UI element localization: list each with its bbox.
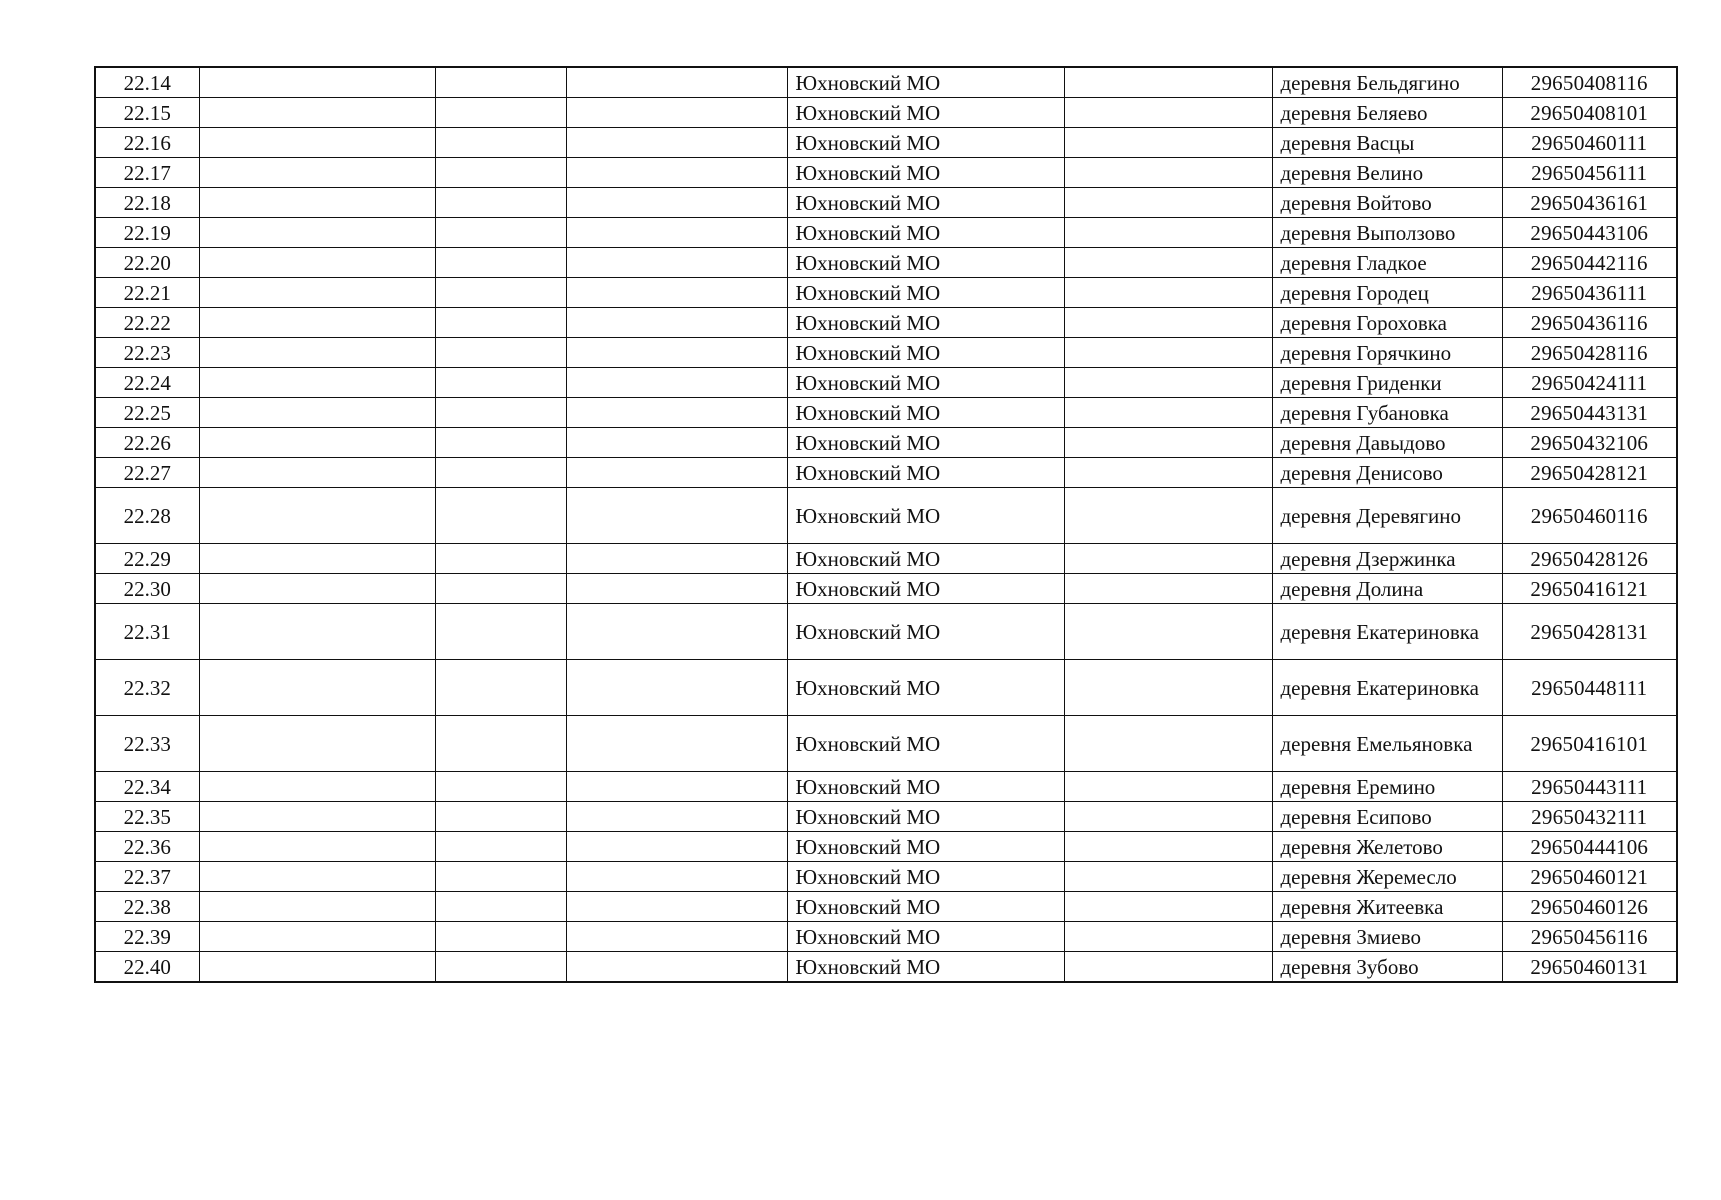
empty-cell bbox=[199, 772, 435, 802]
municipality-cell: Юхновский МО bbox=[787, 428, 1064, 458]
empty-cell bbox=[1064, 218, 1272, 248]
row-number: 22.17 bbox=[95, 158, 199, 188]
empty-cell bbox=[435, 488, 566, 544]
empty-cell bbox=[435, 716, 566, 772]
empty-cell bbox=[1064, 188, 1272, 218]
table-row bbox=[95, 604, 1677, 660]
empty-cell bbox=[566, 188, 787, 218]
row-number: 22.23 bbox=[95, 338, 199, 368]
table-row bbox=[95, 248, 1677, 278]
table-row bbox=[95, 218, 1677, 248]
empty-cell bbox=[199, 832, 435, 862]
empty-cell bbox=[1064, 604, 1272, 660]
locality-cell: деревня Велино bbox=[1272, 158, 1502, 188]
empty-cell bbox=[199, 278, 435, 308]
empty-cell bbox=[1064, 862, 1272, 892]
empty-cell bbox=[1064, 922, 1272, 952]
locality-cell: деревня Горячкино bbox=[1272, 338, 1502, 368]
oktmo-code-cell: 29650443106 bbox=[1502, 218, 1677, 248]
empty-cell bbox=[1064, 660, 1272, 716]
municipality-cell: Юхновский МО bbox=[787, 660, 1064, 716]
empty-cell bbox=[1064, 488, 1272, 544]
empty-cell bbox=[566, 218, 787, 248]
row-number: 22.21 bbox=[95, 278, 199, 308]
row-number: 22.22 bbox=[95, 308, 199, 338]
empty-cell bbox=[435, 248, 566, 278]
empty-cell bbox=[566, 544, 787, 574]
row-number: 22.19 bbox=[95, 218, 199, 248]
row-number: 22.33 bbox=[95, 716, 199, 772]
empty-cell bbox=[199, 128, 435, 158]
municipality-cell: Юхновский МО bbox=[787, 308, 1064, 338]
empty-cell bbox=[566, 862, 787, 892]
empty-cell bbox=[435, 952, 566, 983]
row-number: 22.39 bbox=[95, 922, 199, 952]
empty-cell bbox=[435, 158, 566, 188]
empty-cell bbox=[1064, 832, 1272, 862]
row-number: 22.37 bbox=[95, 862, 199, 892]
oktmo-code-cell: 29650442116 bbox=[1502, 248, 1677, 278]
empty-cell bbox=[435, 832, 566, 862]
row-number: 22.29 bbox=[95, 544, 199, 574]
municipality-cell: Юхновский МО bbox=[787, 188, 1064, 218]
table-row bbox=[95, 574, 1677, 604]
row-number: 22.28 bbox=[95, 488, 199, 544]
municipality-cell: Юхновский МО bbox=[787, 98, 1064, 128]
empty-cell bbox=[199, 98, 435, 128]
municipality-cell: Юхновский МО bbox=[787, 832, 1064, 862]
empty-cell bbox=[566, 98, 787, 128]
empty-cell bbox=[566, 248, 787, 278]
locality-cell: деревня Гороховка bbox=[1272, 308, 1502, 338]
row-number: 22.27 bbox=[95, 458, 199, 488]
row-number: 22.31 bbox=[95, 604, 199, 660]
empty-cell bbox=[199, 218, 435, 248]
table-row bbox=[95, 398, 1677, 428]
oktmo-code-cell: 29650428116 bbox=[1502, 338, 1677, 368]
empty-cell bbox=[435, 98, 566, 128]
empty-cell bbox=[199, 716, 435, 772]
oktmo-code-cell: 29650456116 bbox=[1502, 922, 1677, 952]
table-row bbox=[95, 458, 1677, 488]
empty-cell bbox=[199, 862, 435, 892]
table-row bbox=[95, 158, 1677, 188]
table-row bbox=[95, 67, 1677, 98]
empty-cell bbox=[566, 604, 787, 660]
municipality-cell: Юхновский МО bbox=[787, 716, 1064, 772]
table-row bbox=[95, 716, 1677, 772]
empty-cell bbox=[435, 604, 566, 660]
table-row bbox=[95, 278, 1677, 308]
empty-cell bbox=[1064, 128, 1272, 158]
empty-cell bbox=[1064, 278, 1272, 308]
oktmo-code-cell: 29650416121 bbox=[1502, 574, 1677, 604]
municipality-cell: Юхновский МО bbox=[787, 544, 1064, 574]
row-number: 22.14 bbox=[95, 67, 199, 98]
empty-cell bbox=[566, 802, 787, 832]
table-row bbox=[95, 544, 1677, 574]
municipality-cell: Юхновский МО bbox=[787, 248, 1064, 278]
oktmo-code-cell: 29650460116 bbox=[1502, 488, 1677, 544]
empty-cell bbox=[566, 488, 787, 544]
row-number: 22.24 bbox=[95, 368, 199, 398]
table-row bbox=[95, 892, 1677, 922]
municipality-cell: Юхновский МО bbox=[787, 278, 1064, 308]
municipality-cell: Юхновский МО bbox=[787, 892, 1064, 922]
empty-cell bbox=[199, 458, 435, 488]
table-row bbox=[95, 188, 1677, 218]
table-row bbox=[95, 832, 1677, 862]
empty-cell bbox=[435, 398, 566, 428]
locality-cell: деревня Городец bbox=[1272, 278, 1502, 308]
empty-cell bbox=[199, 428, 435, 458]
locality-cell: деревня Желетово bbox=[1272, 832, 1502, 862]
empty-cell bbox=[435, 67, 566, 98]
municipality-cell: Юхновский МО bbox=[787, 338, 1064, 368]
empty-cell bbox=[1064, 398, 1272, 428]
oktmo-code-cell: 29650436161 bbox=[1502, 188, 1677, 218]
oktmo-code-cell: 29650436116 bbox=[1502, 308, 1677, 338]
empty-cell bbox=[1064, 574, 1272, 604]
empty-cell bbox=[1064, 248, 1272, 278]
empty-cell bbox=[1064, 802, 1272, 832]
oktmo-code-cell: 29650460121 bbox=[1502, 862, 1677, 892]
empty-cell bbox=[435, 368, 566, 398]
empty-cell bbox=[435, 428, 566, 458]
municipality-cell: Юхновский МО bbox=[787, 458, 1064, 488]
empty-cell bbox=[566, 922, 787, 952]
row-number: 22.36 bbox=[95, 832, 199, 862]
oktmo-code-cell: 29650432111 bbox=[1502, 802, 1677, 832]
empty-cell bbox=[1064, 952, 1272, 983]
locality-cell: деревня Выползово bbox=[1272, 218, 1502, 248]
municipality-cell: Юхновский МО bbox=[787, 488, 1064, 544]
empty-cell bbox=[199, 188, 435, 218]
empty-cell bbox=[435, 218, 566, 248]
empty-cell bbox=[435, 802, 566, 832]
locality-cell: деревня Войтово bbox=[1272, 188, 1502, 218]
registry-table bbox=[94, 66, 1678, 983]
empty-cell bbox=[566, 458, 787, 488]
empty-cell bbox=[435, 544, 566, 574]
empty-cell bbox=[199, 488, 435, 544]
row-number: 22.32 bbox=[95, 660, 199, 716]
empty-cell bbox=[435, 574, 566, 604]
empty-cell bbox=[199, 67, 435, 98]
table-row bbox=[95, 308, 1677, 338]
oktmo-code-cell: 29650448111 bbox=[1502, 660, 1677, 716]
empty-cell bbox=[199, 338, 435, 368]
empty-cell bbox=[566, 398, 787, 428]
oktmo-code-cell: 29650443131 bbox=[1502, 398, 1677, 428]
empty-cell bbox=[199, 892, 435, 922]
table-row bbox=[95, 338, 1677, 368]
empty-cell bbox=[435, 772, 566, 802]
municipality-cell: Юхновский МО bbox=[787, 604, 1064, 660]
municipality-cell: Юхновский МО bbox=[787, 862, 1064, 892]
table-row bbox=[95, 772, 1677, 802]
empty-cell bbox=[435, 278, 566, 308]
locality-cell: деревня Дзержинка bbox=[1272, 544, 1502, 574]
empty-cell bbox=[199, 604, 435, 660]
empty-cell bbox=[435, 458, 566, 488]
empty-cell bbox=[1064, 338, 1272, 368]
oktmo-code-cell: 29650432106 bbox=[1502, 428, 1677, 458]
locality-cell: деревня Долина bbox=[1272, 574, 1502, 604]
table-row bbox=[95, 128, 1677, 158]
empty-cell bbox=[1064, 428, 1272, 458]
empty-cell bbox=[435, 922, 566, 952]
row-number: 22.40 bbox=[95, 952, 199, 983]
empty-cell bbox=[566, 952, 787, 983]
locality-cell: деревня Змиево bbox=[1272, 922, 1502, 952]
locality-cell: деревня Губановка bbox=[1272, 398, 1502, 428]
empty-cell bbox=[435, 338, 566, 368]
locality-cell: деревня Бельдягино bbox=[1272, 67, 1502, 98]
empty-cell bbox=[199, 660, 435, 716]
municipality-cell: Юхновский МО bbox=[787, 772, 1064, 802]
row-number: 22.18 bbox=[95, 188, 199, 218]
table-row bbox=[95, 862, 1677, 892]
empty-cell bbox=[435, 128, 566, 158]
empty-cell bbox=[1064, 158, 1272, 188]
row-number: 22.25 bbox=[95, 398, 199, 428]
municipality-cell: Юхновский МО bbox=[787, 368, 1064, 398]
empty-cell bbox=[566, 338, 787, 368]
locality-cell: деревня Гладкое bbox=[1272, 248, 1502, 278]
oktmo-code-cell: 29650428121 bbox=[1502, 458, 1677, 488]
table-row bbox=[95, 802, 1677, 832]
empty-cell bbox=[1064, 892, 1272, 922]
empty-cell bbox=[199, 952, 435, 983]
empty-cell bbox=[566, 278, 787, 308]
empty-cell bbox=[566, 128, 787, 158]
locality-cell: деревня Васцы bbox=[1272, 128, 1502, 158]
empty-cell bbox=[199, 368, 435, 398]
empty-cell bbox=[566, 67, 787, 98]
empty-cell bbox=[435, 308, 566, 338]
row-number: 22.35 bbox=[95, 802, 199, 832]
empty-cell bbox=[199, 158, 435, 188]
locality-cell: деревня Жеремесло bbox=[1272, 862, 1502, 892]
locality-cell: деревня Беляево bbox=[1272, 98, 1502, 128]
row-number: 22.16 bbox=[95, 128, 199, 158]
oktmo-code-cell: 29650460131 bbox=[1502, 952, 1677, 983]
empty-cell bbox=[566, 428, 787, 458]
municipality-cell: Юхновский МО bbox=[787, 802, 1064, 832]
empty-cell bbox=[199, 398, 435, 428]
municipality-cell: Юхновский МО bbox=[787, 574, 1064, 604]
oktmo-code-cell: 29650443111 bbox=[1502, 772, 1677, 802]
oktmo-code-cell: 29650416101 bbox=[1502, 716, 1677, 772]
empty-cell bbox=[199, 544, 435, 574]
municipality-cell: Юхновский МО bbox=[787, 398, 1064, 428]
empty-cell bbox=[199, 802, 435, 832]
row-number: 22.34 bbox=[95, 772, 199, 802]
empty-cell bbox=[435, 892, 566, 922]
empty-cell bbox=[435, 660, 566, 716]
locality-cell: деревня Житеевка bbox=[1272, 892, 1502, 922]
row-number: 22.38 bbox=[95, 892, 199, 922]
oktmo-code-cell: 29650444106 bbox=[1502, 832, 1677, 862]
empty-cell bbox=[566, 772, 787, 802]
empty-cell bbox=[566, 660, 787, 716]
municipality-cell: Юхновский МО bbox=[787, 67, 1064, 98]
empty-cell bbox=[199, 574, 435, 604]
locality-cell: деревня Зубово bbox=[1272, 952, 1502, 983]
table-row bbox=[95, 488, 1677, 544]
empty-cell bbox=[1064, 458, 1272, 488]
oktmo-code-cell: 29650460111 bbox=[1502, 128, 1677, 158]
empty-cell bbox=[566, 368, 787, 398]
oktmo-code-cell: 29650456111 bbox=[1502, 158, 1677, 188]
registry-body bbox=[95, 67, 1677, 982]
locality-cell: деревня Екатериновка bbox=[1272, 660, 1502, 716]
table-row bbox=[95, 98, 1677, 128]
empty-cell bbox=[1064, 368, 1272, 398]
locality-cell: деревня Еремино bbox=[1272, 772, 1502, 802]
document-sheet bbox=[94, 66, 1676, 983]
locality-cell: деревня Есипово bbox=[1272, 802, 1502, 832]
empty-cell bbox=[1064, 67, 1272, 98]
table-row bbox=[95, 922, 1677, 952]
empty-cell bbox=[566, 308, 787, 338]
empty-cell bbox=[199, 922, 435, 952]
row-number: 22.26 bbox=[95, 428, 199, 458]
empty-cell bbox=[1064, 98, 1272, 128]
locality-cell: деревня Гриденки bbox=[1272, 368, 1502, 398]
empty-cell bbox=[566, 716, 787, 772]
municipality-cell: Юхновский МО bbox=[787, 128, 1064, 158]
locality-cell: деревня Давыдово bbox=[1272, 428, 1502, 458]
empty-cell bbox=[566, 158, 787, 188]
empty-cell bbox=[435, 862, 566, 892]
row-number: 22.20 bbox=[95, 248, 199, 278]
empty-cell bbox=[566, 892, 787, 922]
empty-cell bbox=[199, 308, 435, 338]
municipality-cell: Юхновский МО bbox=[787, 922, 1064, 952]
table-row bbox=[95, 428, 1677, 458]
municipality-cell: Юхновский МО bbox=[787, 952, 1064, 983]
empty-cell bbox=[1064, 308, 1272, 338]
empty-cell bbox=[1064, 716, 1272, 772]
oktmo-code-cell: 29650424111 bbox=[1502, 368, 1677, 398]
municipality-cell: Юхновский МО bbox=[787, 218, 1064, 248]
locality-cell: деревня Емельяновка bbox=[1272, 716, 1502, 772]
locality-cell: деревня Деревягино bbox=[1272, 488, 1502, 544]
table-row bbox=[95, 368, 1677, 398]
empty-cell bbox=[1064, 544, 1272, 574]
empty-cell bbox=[199, 248, 435, 278]
oktmo-code-cell: 29650408101 bbox=[1502, 98, 1677, 128]
empty-cell bbox=[566, 574, 787, 604]
table-row bbox=[95, 660, 1677, 716]
table-row bbox=[95, 952, 1677, 983]
row-number: 22.30 bbox=[95, 574, 199, 604]
oktmo-code-cell: 29650408116 bbox=[1502, 67, 1677, 98]
locality-cell: деревня Екатериновка bbox=[1272, 604, 1502, 660]
row-number: 22.15 bbox=[95, 98, 199, 128]
empty-cell bbox=[566, 832, 787, 862]
empty-cell bbox=[435, 188, 566, 218]
oktmo-code-cell: 29650460126 bbox=[1502, 892, 1677, 922]
locality-cell: деревня Денисово bbox=[1272, 458, 1502, 488]
municipality-cell: Юхновский МО bbox=[787, 158, 1064, 188]
empty-cell bbox=[1064, 772, 1272, 802]
oktmo-code-cell: 29650436111 bbox=[1502, 278, 1677, 308]
oktmo-code-cell: 29650428126 bbox=[1502, 544, 1677, 574]
oktmo-code-cell: 29650428131 bbox=[1502, 604, 1677, 660]
